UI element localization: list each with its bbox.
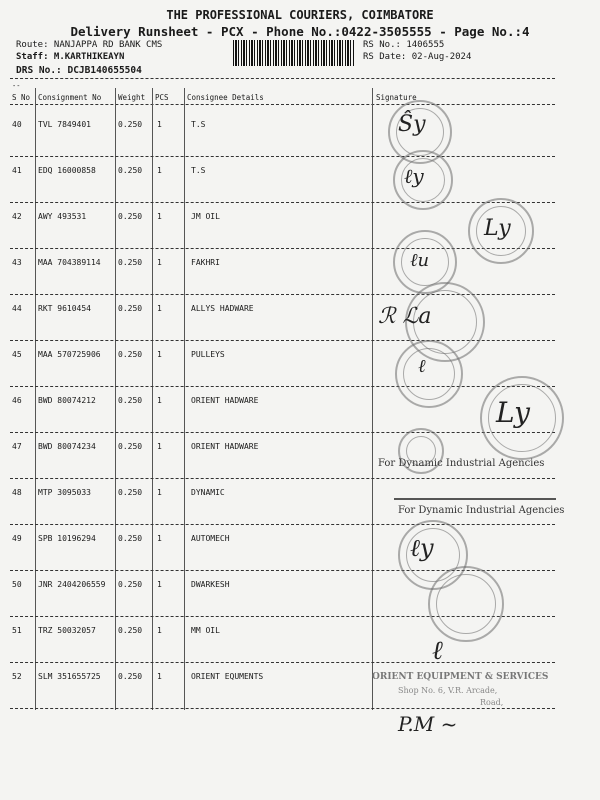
signature: ℓu	[410, 250, 430, 271]
barcode	[233, 40, 355, 66]
signature: P.M ~	[398, 712, 458, 736]
signature: ℓ	[432, 636, 443, 666]
header-rule-bottom	[10, 104, 555, 105]
orient-stamp-line: Shop No. 6, V.R. Arcade,	[398, 686, 498, 695]
row-weight: 0.250	[118, 166, 143, 175]
row-consignment: BWD 80074234	[38, 442, 96, 451]
row-weight: 0.250	[118, 304, 143, 313]
staff-label: Staff: M.KARTHIKEAYN	[16, 52, 125, 62]
row-details: T.S	[191, 120, 206, 129]
row-sno: 43	[12, 258, 22, 267]
row-consignment: SPB 10196294	[38, 534, 96, 543]
agency-underline	[394, 498, 556, 500]
row-details: JM OIL	[191, 212, 220, 221]
agency-stamp-text: For Dynamic Industrial Agencies	[378, 458, 545, 469]
row-weight: 0.250	[118, 120, 143, 129]
row-pcs: 1	[157, 350, 162, 359]
row-pcs: 1	[157, 534, 162, 543]
signature: Ly	[484, 216, 511, 241]
signature: ℛ ℒa	[378, 304, 432, 329]
company-stamp	[395, 340, 463, 408]
row-weight: 0.250	[118, 534, 143, 543]
row-consignment: JNR 2404206559	[38, 580, 106, 589]
row-pcs: 1	[157, 442, 162, 451]
row-pcs: 1	[157, 626, 162, 635]
signature: Ŝy	[398, 112, 426, 137]
row-consignment: MAA 704389114	[38, 258, 101, 267]
table-row	[0, 526, 600, 572]
row-consignment: RKT 9610454	[38, 304, 91, 313]
row-weight: 0.250	[118, 672, 143, 681]
row-pcs: 1	[157, 396, 162, 405]
row-consignment: TRZ 50032057	[38, 626, 96, 635]
row-pcs: 1	[157, 304, 162, 313]
row-weight: 0.250	[118, 258, 143, 267]
route-label: Route: NANJAPPA RD BANK CMS	[16, 40, 163, 50]
table-row	[0, 480, 600, 526]
col-pcs: PCS	[155, 93, 169, 102]
col-signature: Signature	[376, 93, 417, 102]
signature: ℓy	[404, 164, 424, 188]
row-details: ORIENT EQUMENTS	[191, 672, 264, 681]
row-pcs: 1	[157, 212, 162, 221]
row-weight: 0.250	[118, 350, 143, 359]
table-row	[0, 618, 600, 664]
row-sno: 45	[12, 350, 22, 359]
row-pcs: 1	[157, 120, 162, 129]
header-rule-top	[10, 78, 555, 79]
row-consignment: SLM 351655725	[38, 672, 101, 681]
row-sno: 41	[12, 166, 22, 175]
table-row	[0, 296, 600, 342]
col-consignment: Consignment No	[38, 93, 102, 102]
row-pcs: 1	[157, 258, 162, 267]
row-consignment: BWD 80074212	[38, 396, 96, 405]
row-sno: 49	[12, 534, 22, 543]
orient-stamp-line: ORIENT EQUIPMENT & SERVICES	[372, 672, 549, 682]
orient-stamp-line: Road,	[480, 698, 504, 707]
row-sno: 40	[12, 120, 22, 129]
row-consignment: TVL 7849401	[38, 120, 91, 129]
drs-number: DRS No.: DCJB140655504	[16, 65, 142, 76]
row-details: ALLYS HADWARE	[191, 304, 254, 313]
table-row	[0, 572, 600, 618]
runsheet-subtitle: Delivery Runsheet - PCX - Phone No.:0422-3505555 - Page No.:4	[70, 24, 530, 39]
signature: Ly	[496, 396, 530, 429]
row-details: AUTOMECH	[191, 534, 230, 543]
row-details: PULLEYS	[191, 350, 225, 359]
row-details: T.S	[191, 166, 206, 175]
company-title: THE PROFESSIONAL COURIERS, COIMBATORE	[166, 8, 434, 22]
agency-stamp-text: For Dynamic Industrial Agencies	[398, 505, 565, 516]
rs-date: RS Date: 02-Aug-2024	[363, 52, 472, 62]
row-consignment: AWY 493531	[38, 212, 87, 221]
col-weight: Weight	[118, 93, 146, 102]
row-pcs: 1	[157, 166, 162, 175]
row-weight: 0.250	[118, 580, 143, 589]
row-details: FAKHRI	[191, 258, 220, 267]
row-weight: 0.250	[118, 212, 143, 221]
row-sno: 52	[12, 672, 22, 681]
table-row	[0, 158, 600, 204]
col-details: Consignee Details	[187, 93, 264, 102]
row-consignment: MTP 3095033	[38, 488, 91, 497]
row-consignment: EDQ 16000858	[38, 166, 96, 175]
row-details: ORIENT HADWARE	[191, 396, 259, 405]
row-weight: 0.250	[118, 488, 143, 497]
row-weight: 0.250	[118, 442, 143, 451]
row-pcs: 1	[157, 672, 162, 681]
row-pcs: 1	[157, 488, 162, 497]
row-sno: 44	[12, 304, 22, 313]
row-details: DWARKESH	[191, 580, 230, 589]
row-sno: 47	[12, 442, 22, 451]
row-sno: 46	[12, 396, 22, 405]
signature: ℓy	[410, 534, 434, 562]
row-sno: 42	[12, 212, 22, 221]
table-row	[0, 664, 600, 710]
row-sno: 51	[12, 626, 22, 635]
table-row	[0, 112, 600, 158]
row-details: ORIENT HADWARE	[191, 442, 259, 451]
row-weight: 0.250	[118, 396, 143, 405]
company-stamp	[428, 566, 504, 642]
col-sno: S No	[12, 93, 31, 102]
row-sno: 48	[12, 488, 22, 497]
row-consignment: MAA 570725906	[38, 350, 101, 359]
row-pcs: 1	[157, 580, 162, 589]
row-sno: 50	[12, 580, 22, 589]
row-details: MM OIL	[191, 626, 220, 635]
row-details: DYNAMIC	[191, 488, 225, 497]
header-marks: --	[12, 82, 21, 90]
signature: ℓ	[418, 356, 426, 377]
rs-number: RS No.: 1406555	[363, 40, 445, 50]
row-weight: 0.250	[118, 626, 143, 635]
